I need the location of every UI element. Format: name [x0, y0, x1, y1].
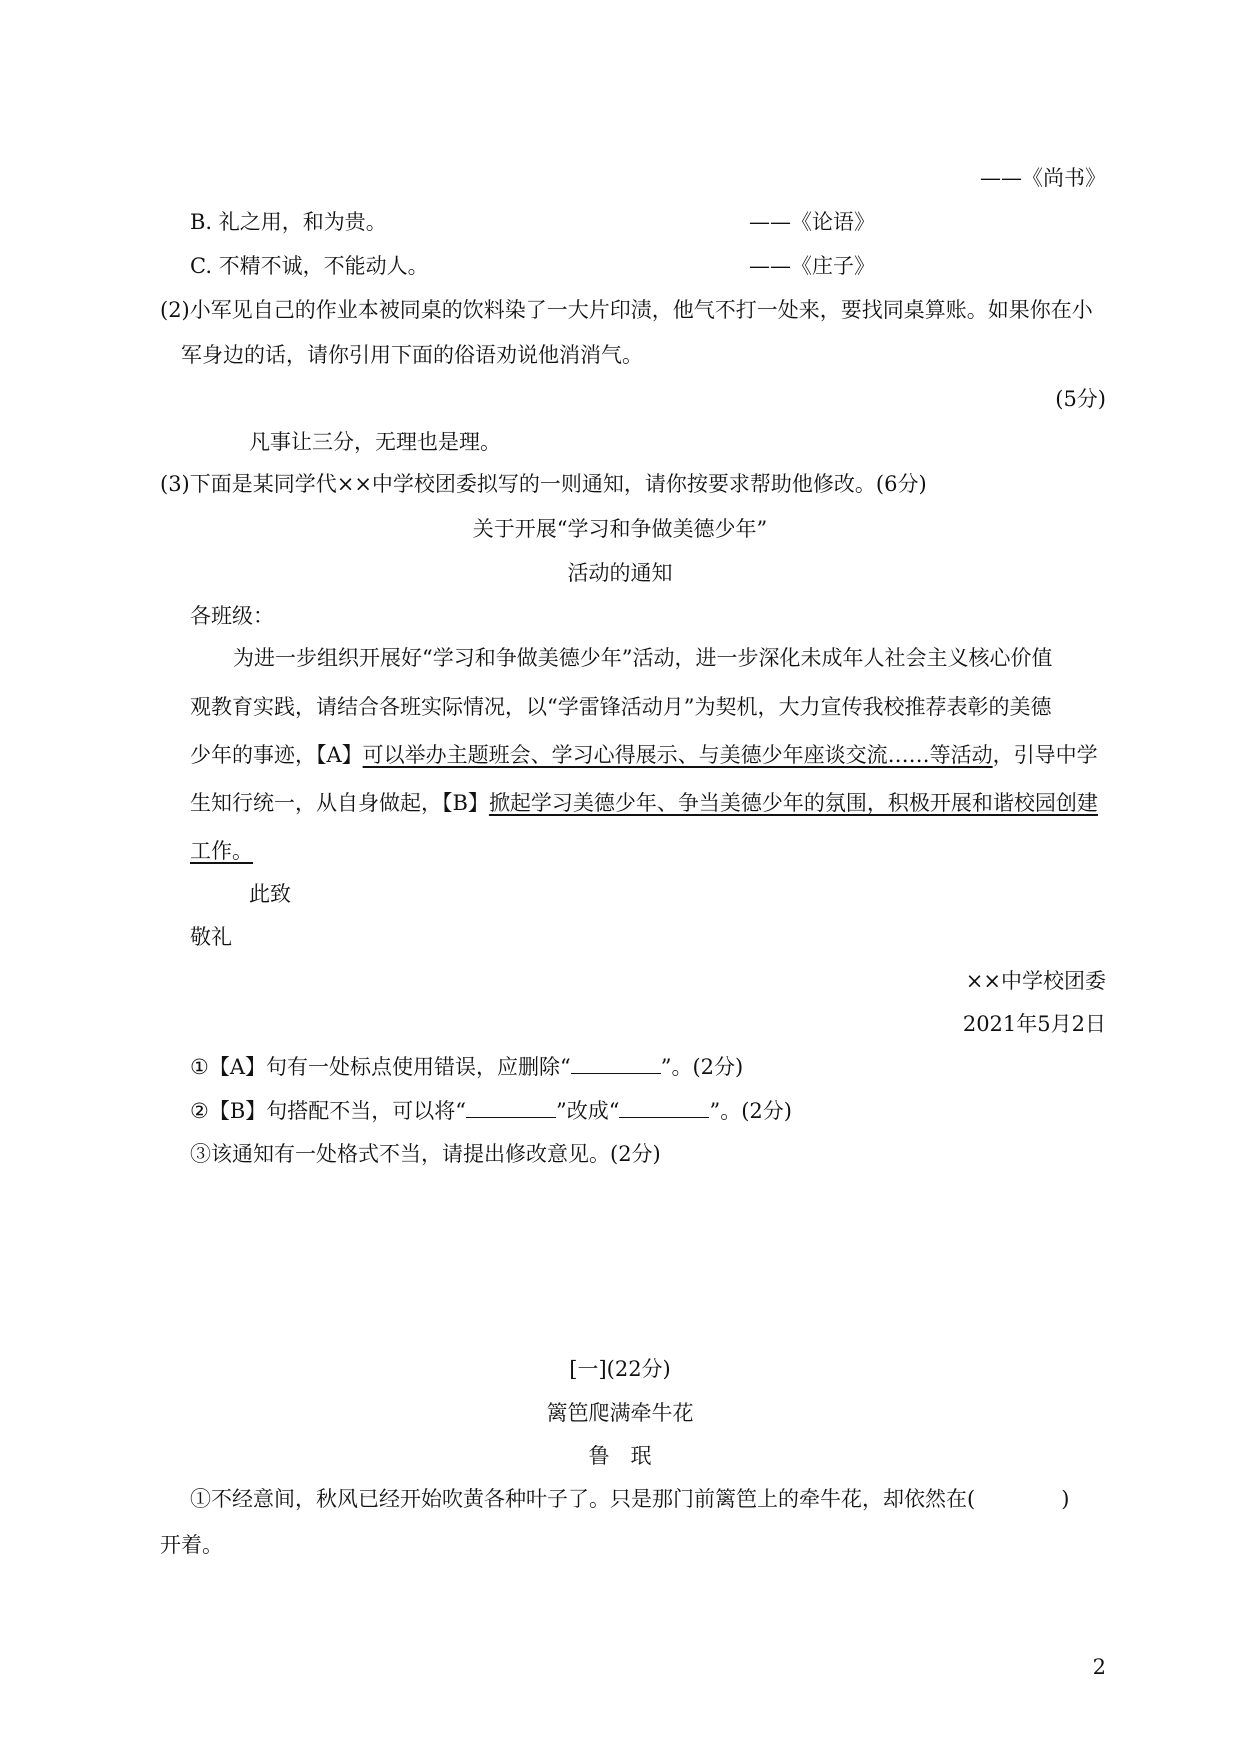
notice-body-line3-pre: 少年的事迹，	[190, 743, 316, 767]
reading-p1-line1-pre: ①不经意间，秋风已经开始吹黄各种叶子了。只是那门前篱笆上的牵牛花，却依然在(	[190, 1487, 976, 1511]
notice-body-line3-post: ，引导中学	[992, 743, 1098, 767]
q3-sub2	[190, 1096, 792, 1126]
notice-body-line3	[190, 740, 1098, 770]
q3-sub2-pre: ②【B】句搭配不当，可以将“	[190, 1099, 466, 1123]
q3-sub3: ③该通知有一处格式不当，请提出修改意见。(2分)	[190, 1142, 661, 1166]
reading-author: 鲁 珉	[588, 1444, 652, 1468]
q3-sub2-mid: ”改成“	[556, 1099, 620, 1123]
q3-sub1-post: ”。(2分)	[660, 1055, 744, 1079]
q2-line2: 军身边的话，请你引用下面的俗语劝说他消消气。	[181, 343, 643, 367]
reading-p1-line1-post: )	[1061, 1487, 1070, 1511]
notice-signature: ××中学校团委	[965, 969, 1106, 993]
notice-date: 2021年5月2日	[962, 1012, 1106, 1036]
q2-score: (5分)	[1055, 387, 1106, 411]
quote-c-text: C. 不精不诚，不能动人。	[190, 254, 429, 278]
q3-sub1	[190, 1052, 743, 1082]
answer-blank-3[interactable]	[619, 1099, 709, 1118]
sentence-b-underlined-cont: 工作。	[190, 839, 253, 863]
notice-closing-1: 此致	[249, 882, 291, 906]
answer-blank-2[interactable]	[466, 1099, 556, 1118]
q3-intro: (3)下面是某同学代××中学校团委拟写的一则通知，请你按要求帮助他修改。(6分)	[160, 472, 927, 496]
page-number: 2	[1092, 1655, 1106, 1679]
notice-body-line5	[190, 836, 253, 866]
reading-p1-line2: 开着。	[160, 1533, 223, 1557]
sentence-b-underlined: 掀起学习美德少年、争当美德少年的氛围，积极开展和谐校园创建	[488, 791, 1098, 815]
q2-line1: (2)小军见自己的作业本被同桌的饮料染了一大片印渍，他气不打一处来，要找同桌算账。如果你在小	[160, 298, 1093, 322]
quote-b-text: B. 礼之用，和为贵。	[190, 210, 387, 234]
sentence-b-tag: 【B】	[442, 791, 489, 815]
notice-body-line2: 观教育实践，请结合各班实际情况，以“学雷锋活动月”为契机，大力宣传我校推荐表彰的美德	[190, 695, 1052, 719]
q2-proverb: 凡事让三分，无理也是理。	[249, 430, 501, 454]
notice-closing-2: 敬礼	[190, 925, 232, 949]
quote-c-source: ——《庄子》	[749, 254, 875, 278]
sentence-a-tag: 【A】	[316, 743, 363, 767]
sentence-a-underlined: 可以举办主题班会、学习心得展示、与美德少年座谈交流……等活动	[362, 743, 993, 767]
reading-p1-line1	[190, 1484, 1069, 1514]
notice-salutation: 各班级：	[190, 604, 274, 628]
quote-b-source: ——《论语》	[749, 210, 875, 234]
reading-section-heading: [一](22分)	[569, 1357, 671, 1381]
notice-body-line4-pre: 生知行统一，从自身做起，	[190, 791, 442, 815]
q3-sub2-post: ”。(2分)	[709, 1099, 792, 1123]
q3-sub1-pre: ①【A】句有一处标点使用错误，应删除“	[190, 1055, 571, 1079]
notice-title-line2: 活动的通知	[567, 561, 673, 585]
notice-body-line4	[190, 788, 1098, 818]
quote-a-source: ——《尚书》	[980, 166, 1106, 190]
notice-body-line1: 为进一步组织开展好“学习和争做美德少年”活动，进一步深化未成年人社会主义核心价值	[233, 646, 1053, 670]
notice-title-line1: 关于开展“学习和争做美德少年”	[472, 517, 768, 541]
reading-title: 篱笆爬满牵牛花	[546, 1401, 694, 1425]
answer-blank-1[interactable]	[571, 1055, 661, 1074]
